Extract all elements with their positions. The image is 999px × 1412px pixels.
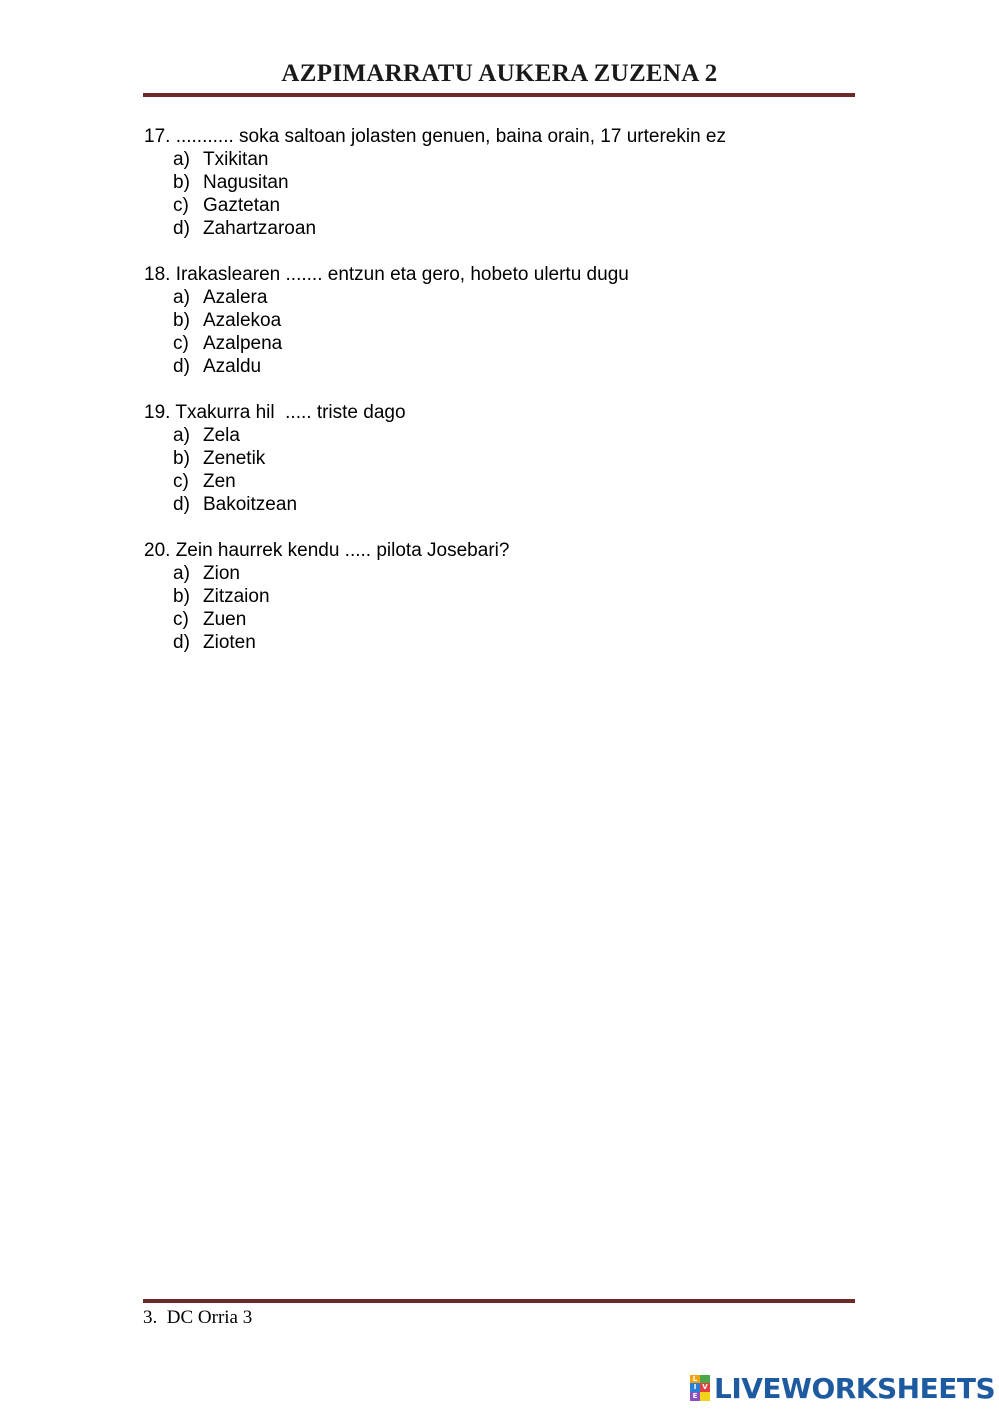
answer-option-b[interactable] — [144, 447, 864, 470]
liveworksheets-logo-icon — [690, 1375, 710, 1401]
option-letter: d) — [173, 356, 190, 377]
option-text[interactable]: Zela — [203, 425, 240, 446]
question-list — [144, 125, 864, 677]
logo-tile: I — [690, 1383, 700, 1392]
page-title: AZPIMARRATU AUKERA ZUZENA 2 — [281, 60, 718, 87]
liveworksheets-logo-text: LIVEWORKSHEETS — [714, 1371, 996, 1405]
option-letter: c) — [173, 333, 189, 354]
option-letter: a) — [173, 425, 190, 446]
question-text: 20. Zein haurrek kendu ..... pilota Josebari? — [144, 540, 510, 561]
option-text[interactable]: Zion — [203, 563, 240, 584]
answer-option-d[interactable] — [144, 631, 864, 654]
option-letter: a) — [173, 149, 190, 170]
footer-rule — [143, 1299, 855, 1303]
option-text[interactable]: Azalpena — [203, 333, 283, 354]
answer-option-d[interactable] — [144, 355, 864, 378]
option-letter: a) — [173, 563, 190, 584]
answer-option-d[interactable] — [144, 493, 864, 516]
option-letter: b) — [173, 310, 190, 331]
option-text[interactable]: Txikitan — [203, 149, 269, 170]
option-letter: c) — [173, 195, 189, 216]
answer-option-b[interactable] — [144, 585, 864, 608]
option-letter: c) — [173, 609, 189, 630]
option-letter: d) — [173, 494, 190, 515]
option-letter: d) — [173, 632, 190, 653]
question-text: 18. Irakaslearen ....... entzun eta gero, hobeto ulertu dugu — [144, 264, 629, 285]
option-text[interactable]: Bakoitzean — [203, 494, 298, 515]
logo-tile — [700, 1375, 710, 1383]
option-text[interactable]: Zuen — [203, 609, 247, 630]
option-text[interactable]: Zioten — [203, 632, 256, 653]
question-text: 19. Txakurra hil ..... triste dago — [144, 402, 406, 423]
answer-option-b[interactable] — [144, 171, 864, 194]
answer-option-a[interactable] — [144, 148, 864, 171]
option-text[interactable]: Zenetik — [203, 448, 266, 469]
question-19 — [144, 401, 864, 516]
answer-option-c[interactable] — [144, 470, 864, 493]
logo-tile: V — [700, 1383, 710, 1392]
answer-option-a[interactable] — [144, 424, 864, 447]
logo-tile: L — [690, 1375, 700, 1383]
option-letter: b) — [173, 172, 190, 193]
question-18 — [144, 263, 864, 378]
question-20 — [144, 539, 864, 654]
option-text[interactable]: Zen — [203, 471, 236, 492]
option-letter: b) — [173, 586, 190, 607]
question-17 — [144, 125, 864, 240]
option-letter: a) — [173, 287, 190, 308]
option-letter: d) — [173, 218, 190, 239]
logo-tile: E — [690, 1392, 700, 1401]
option-text[interactable]: Azalera — [203, 287, 268, 308]
option-text[interactable]: Azalekoa — [203, 310, 282, 331]
option-text[interactable]: Nagusitan — [203, 172, 289, 193]
answer-option-c[interactable] — [144, 194, 864, 217]
option-letter: c) — [173, 471, 189, 492]
answer-option-a[interactable] — [144, 286, 864, 309]
answer-option-b[interactable] — [144, 309, 864, 332]
answer-option-d[interactable] — [144, 217, 864, 240]
answer-option-a[interactable] — [144, 562, 864, 585]
option-text[interactable]: Gaztetan — [203, 195, 281, 216]
option-text[interactable]: Azaldu — [203, 356, 262, 377]
option-letter: b) — [173, 448, 190, 469]
page-footer: 3. DC Orria 3 — [143, 1307, 253, 1328]
logo-tile — [700, 1392, 710, 1401]
option-text[interactable]: Zahartzaroan — [203, 218, 317, 239]
answer-option-c[interactable] — [144, 608, 864, 631]
question-text: 17. ........... soka saltoan jolasten genuen, baina orain, 17 urterekin ez — [144, 126, 726, 147]
answer-option-c[interactable] — [144, 332, 864, 355]
option-text[interactable]: Zitzaion — [203, 586, 270, 607]
liveworksheets-logo — [690, 1370, 995, 1406]
header-rule — [143, 93, 855, 97]
